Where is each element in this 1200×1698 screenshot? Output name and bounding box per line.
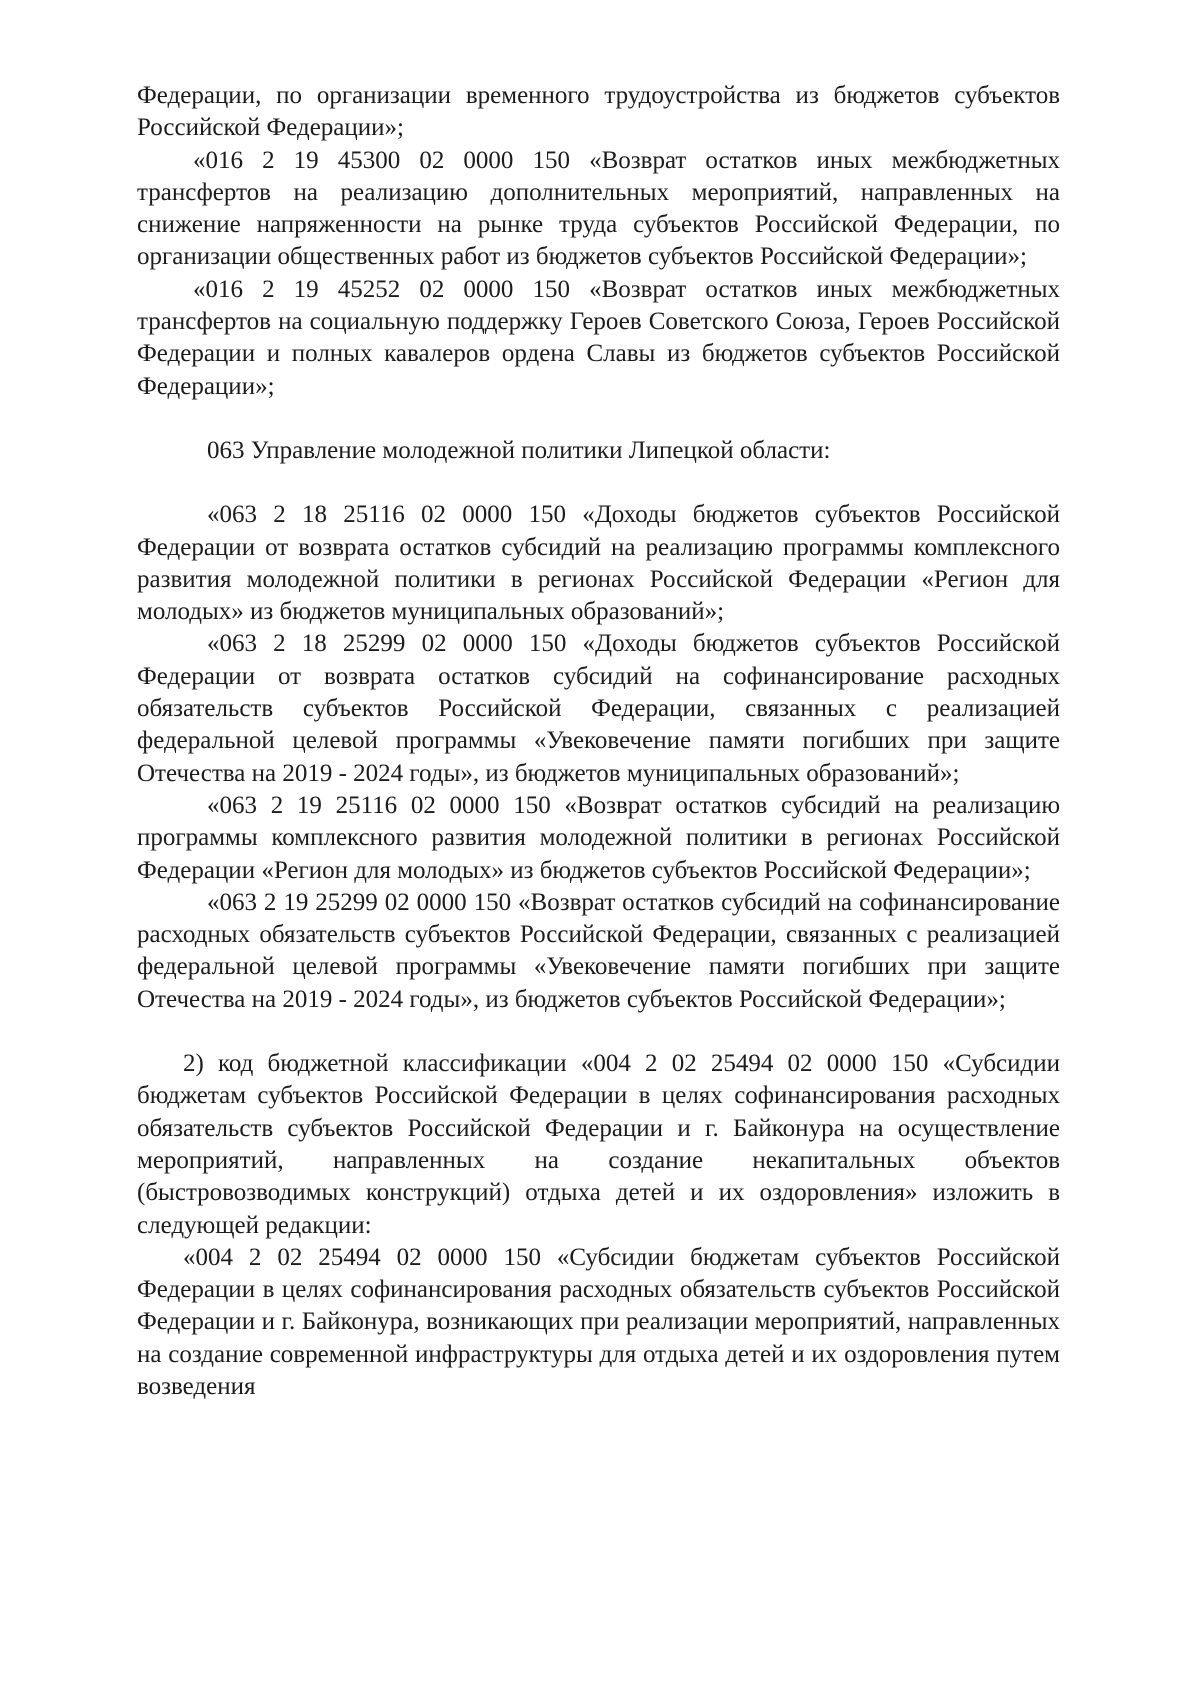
document-body [137, 80, 1060, 1403]
paragraph-063-2-18-25116: «063 2 18 25116 02 0000 150 «Доходы бюджетов субъектов Российской Федерации от возврата остатков субсидий на реализацию программы комплексного развития молодежной политики в регионах Российской Федерации «Регион для молодых» из бюджетов муниципальных образований»; [137, 501, 1060, 626]
paragraph-063-2-18-25299: «063 2 18 25299 02 0000 150 «Доходы бюджетов субъектов Российской Федерации от возврата остатков субсидий на софинансирование расходных обязательств субъектов Российской Федерации, связанных с реализацией федеральной целевой программы «Увековечение памяти погибших при защите Отечества на 2019 - 2024 годы», из бюджетов муниципальных образований»; [137, 630, 1060, 787]
paragraph-004-new-wording: «004 2 02 25494 02 0000 150 «Субсидии бюджетам субъектов Российской Федерации в целях софинансирования расходных обязательств субъектов Российской Федерации и г. Байконура, возникающих при реализации мероприятий, направленных на создание современной инфраструктуры для отдыха детей и их оздоровления путем возведения [137, 1243, 1060, 1400]
section-heading-063: 063 Управление молодежной политики Липецкой области: [207, 436, 831, 464]
paragraph-063-2-19-25116: «063 2 19 25116 02 0000 150 «Возврат остатков субсидий на реализацию программы комплексного развития молодежной политики в регионах Российской Федерации «Регион для молодых» из бюджетов субъектов Российской Федерации»; [137, 791, 1060, 884]
paragraph-016-45252: «016 2 19 45252 02 0000 150 «Возврат остатков иных межбюджетных трансфертов на социальную поддержку Героев Советского Союза, Героев Российской Федерации и полных кавалеров ордена Славы из бюджетов субъектов Российской Федерации»; [137, 275, 1060, 400]
paragraph-016-45300: «016 2 19 45300 02 0000 150 «Возврат остатков иных межбюджетных трансфертов на реализацию дополнительных мероприятий, направленных на снижение напряженности на рынке труда субъектов Российской Федерации, по организации общественных работ из бюджетов субъектов Российской Федерации»; [137, 146, 1060, 271]
paragraph-063-2-19-25299: «063 2 19 25299 02 0000 150 «Возврат остатков субсидий на софинансирование расходных обязательств субъектов Российской Федерации, связанных с реализацией федеральной целевой программы «Увековечение памяти погибших при защите Отечества на 2019 - 2024 годы», из бюджетов субъектов Российской Федерации»; [137, 888, 1060, 1013]
paragraph-continuation: Федерации, по организации временного трудоустройства из бюджетов субъектов Российской Федерации»; [137, 82, 1060, 142]
paragraph-item-2-code: 2) код бюджетной классификации «004 2 02 25494 02 0000 150 «Субсидии бюджетам субъектов Российской Федерации в целях софинансирования расходных обязательств субъектов Российской Федерации и г. Байконура на осуществление мероприятий, направленных на создание некапитальных объектов (быстровозводимых конструкций) отдыха детей и их оздоровления» изложить в следующей редакции: [137, 1050, 1060, 1239]
